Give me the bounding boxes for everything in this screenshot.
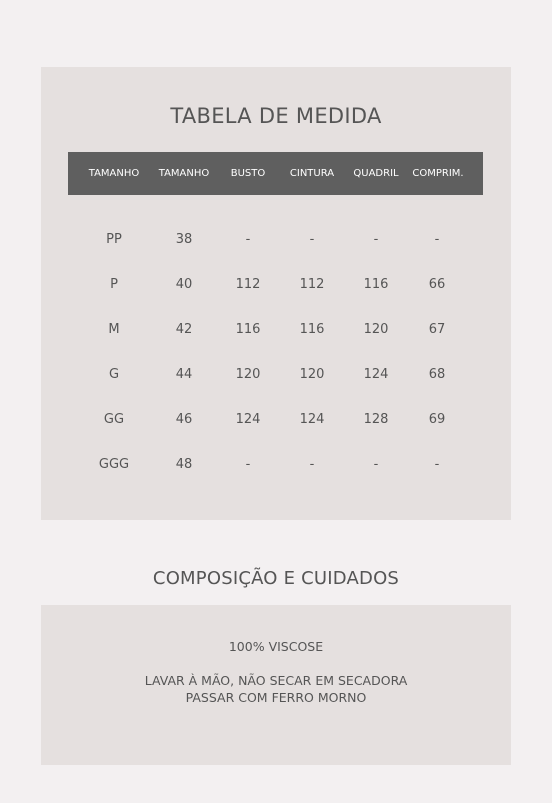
- composition-title: COMPOSIÇÃO E CUIDADOS: [152, 568, 400, 589]
- cell-waist: 116: [299, 322, 325, 337]
- header-waist: CINTURA: [289, 168, 335, 179]
- cell-size-number: 44: [175, 367, 193, 382]
- cell-bust: 124: [235, 412, 261, 427]
- cell-length: 68: [428, 367, 446, 382]
- table-row: [0, 457, 552, 477]
- header-hip: QUADRIL: [353, 168, 399, 179]
- cell-hip: 128: [363, 412, 389, 427]
- cell-size-letter: G: [108, 367, 120, 382]
- cell-size-number: 48: [175, 457, 193, 472]
- cell-waist: -: [309, 457, 315, 472]
- cell-bust: 116: [235, 322, 261, 337]
- cell-bust: -: [245, 457, 251, 472]
- cell-hip: 120: [363, 322, 389, 337]
- cell-size-letter: PP: [106, 232, 122, 247]
- cell-hip: 124: [363, 367, 389, 382]
- table-row: [0, 367, 552, 387]
- material-text: 100% VISCOSE: [228, 639, 324, 654]
- cell-size-letter: P: [110, 277, 118, 292]
- cell-bust: 120: [235, 367, 261, 382]
- cell-size-letter: GG: [103, 412, 125, 427]
- cell-length: 66: [428, 277, 446, 292]
- cell-hip: -: [373, 232, 379, 247]
- header-size-number: TAMANHO: [158, 168, 210, 179]
- cell-size-number: 46: [175, 412, 193, 427]
- table-row: [0, 232, 552, 252]
- cell-length: -: [434, 232, 440, 247]
- table-row: [0, 322, 552, 342]
- cell-hip: -: [373, 457, 379, 472]
- cell-bust: -: [245, 232, 251, 247]
- header-length: COMPRIM.: [412, 168, 464, 179]
- cell-hip: 116: [363, 277, 389, 292]
- cell-length: -: [434, 457, 440, 472]
- cell-waist: 124: [299, 412, 325, 427]
- table-row: [0, 412, 552, 432]
- cell-size-number: 42: [175, 322, 193, 337]
- table-row: [0, 277, 552, 297]
- care-instruction-iron: PASSAR COM FERRO MORNO: [185, 690, 367, 705]
- header-size-letter: TAMANHO: [88, 168, 140, 179]
- size-table-header: [68, 152, 483, 195]
- cell-size-letter: GGG: [98, 457, 130, 472]
- cell-size-letter: M: [108, 322, 120, 337]
- cell-length: 67: [428, 322, 446, 337]
- cell-bust: 112: [235, 277, 261, 292]
- cell-length: 69: [428, 412, 446, 427]
- cell-waist: -: [309, 232, 315, 247]
- cell-size-number: 40: [175, 277, 193, 292]
- cell-size-number: 38: [175, 232, 193, 247]
- size-table-title: TABELA DE MEDIDA: [170, 104, 382, 128]
- cell-waist: 120: [299, 367, 325, 382]
- cell-waist: 112: [299, 277, 325, 292]
- header-bust: BUSTO: [230, 168, 266, 179]
- care-instruction-wash: LAVAR À MÃO, NÃO SECAR EM SECADORA: [144, 673, 408, 688]
